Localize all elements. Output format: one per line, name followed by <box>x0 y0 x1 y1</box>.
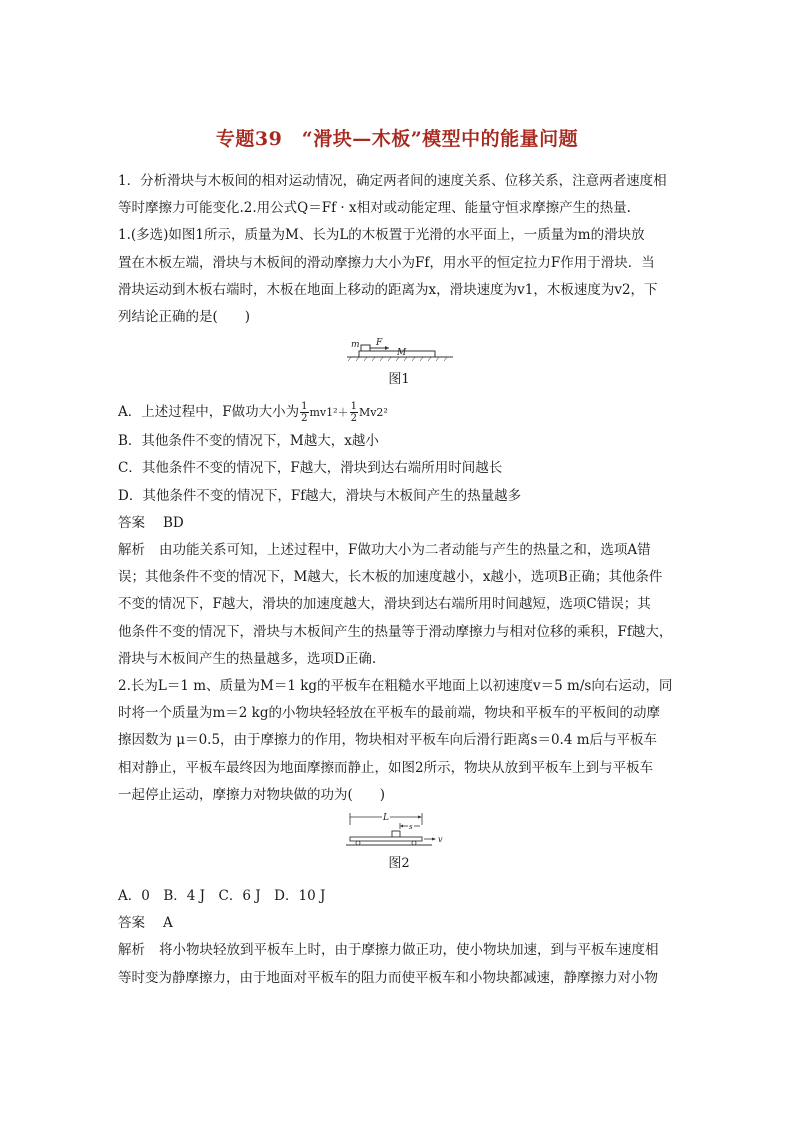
q2-answer-label: 答案 <box>118 915 145 932</box>
label-s: s <box>409 823 413 832</box>
q1-line-2: 置在木板左端，滑块与木板间的滑动摩擦力大小为Ff，用水平的恒定拉力F作用于滑块．当 <box>118 254 655 271</box>
q1-line-3: 滑块运动到木板右端时，木板在地面上移动的距离为x，滑块速度为v1，木板速度为v2，下 <box>118 281 658 298</box>
q1-analysis-line-3: 不变的情况下，F越大，滑块的加速度越大，滑块到达右端所用时间越短，选项C错误；其 <box>118 596 651 613</box>
q1-option-b: B．其他条件不变的情况下，M越大，x越小 <box>118 433 379 450</box>
q1-option-a <box>118 397 680 428</box>
q2-analysis-line-1: 解析 将小物块轻放到平板车上时，由于摩擦力做正功，使小物块加速，到与平板车速度相 <box>118 937 680 964</box>
question-2-stem <box>118 673 680 809</box>
slider-m <box>361 345 370 351</box>
label-M: M <box>397 348 407 359</box>
q1-line-1: 1.(多选)如图1所示，质量为M、长为L的木板置于光滑的水平面上，一质量为m的滑块放 <box>118 227 645 244</box>
q1-analysis-line-5: 滑块与木板间产生的热量越多，选项D正确. <box>118 650 377 667</box>
figure-2-caption: 图2 <box>388 856 410 872</box>
q1-analysis-line-1: 解析 由功能关系可知，上述过程中，F做功大小为二者动能与产生的热量之和，选项A错 <box>118 537 680 564</box>
q2-line-5: 一起停止运动，摩擦力对物块做的功为( ) <box>118 786 386 803</box>
cart-board <box>350 837 422 841</box>
q2-line-3: 擦因数为 μ＝0.5，由于摩擦力的作用，物块相对平板车向后滑行距离s＝0.4 m后与平板车 <box>118 732 658 749</box>
q2-options: A．0 B．4 J C．6 J D．10 J <box>118 888 326 905</box>
page-title: 专题39 “滑块—木板”模型中的能量问题 <box>215 128 579 150</box>
q2-line-4: 相对静止，平板车最终因为地面摩擦而静止，如图2所示，物块从放到平板车上到与平板车 <box>118 759 654 776</box>
intro-paragraph <box>118 168 680 222</box>
q1-answer-label: 答案 <box>118 514 145 531</box>
label-L: L <box>383 813 389 824</box>
q2-analysis <box>118 937 680 991</box>
label-v: v <box>438 835 443 845</box>
figure-2 <box>118 811 680 849</box>
q1-option-a-prefix: A．上述过程中，F做功大小为 <box>118 404 300 421</box>
q1-analysis-line-2: 误；其他条件不变的情况下，M越大，长木板的加速度越小，x越小，选项B正确；其他条件 <box>118 569 663 586</box>
q1-option-a-term1: mv1²＋ <box>309 406 349 420</box>
q2-analysis-label: 解析 <box>118 942 145 959</box>
question-1-options <box>118 397 680 510</box>
q2-answer-value: A <box>163 915 173 932</box>
q1-analysis-line-4: 他条件不变的情况下，滑块与木板间产生的热量等于滑动摩擦力与相对位移的乘积，Ff越大， <box>118 623 673 640</box>
q2-line-2: 时将一个质量为m＝2 kg的小物块轻轻放在平板车的最前端，物块和平板车的平板间的动摩 <box>118 705 661 722</box>
q2-line-1: 2.长为L＝1 m、质量为M＝1 kg的平板车在粗糙水平地面上以初速度v＝5 m/s向右运动，同 <box>118 678 673 695</box>
figure-1-diagram <box>339 335 459 365</box>
figure-2-diagram <box>344 811 454 849</box>
force-arrowhead <box>385 346 389 350</box>
label-m: m <box>351 340 360 351</box>
q1-option-c: C．其他条件不变的情况下，F越大，滑块到达右端所用时间越长 <box>118 460 503 477</box>
label-F: F <box>376 338 383 349</box>
wheel-right <box>412 841 416 845</box>
figure-1 <box>118 335 680 365</box>
L-arrowhead <box>418 816 422 819</box>
block-m <box>392 831 400 837</box>
q1-answer-value: BD <box>163 514 184 531</box>
fraction-half-2: $\frac{1}{2}$ <box>350 401 357 425</box>
q1-option-a-term2: Mv2² <box>358 406 388 420</box>
question-1-stem <box>118 222 680 331</box>
q1-analysis-label: 解析 <box>118 542 145 559</box>
q1-line-4: 列结论正确的是( ) <box>118 309 251 326</box>
q2-analysis-line-2: 等时变为静摩擦力，由于地面对平板车的阻力而使平板车和小物块都减速，静摩擦力对小物 <box>118 969 658 986</box>
q1-answer <box>118 510 680 537</box>
q2-answer <box>118 910 680 937</box>
s-arrowhead <box>400 825 403 828</box>
intro-line-1: 1．分析滑块与木板间的相对运动情况，确定两者间的速度关系、位移关系，注意两者速度相 <box>118 173 667 189</box>
q1-analysis <box>118 537 680 673</box>
q1-option-d: D．其他条件不变的情况下，Ff越大，滑块与木板间产生的热量越多 <box>118 487 522 504</box>
intro-line-2: 等时摩擦力可能变化.2.用公式Q＝Ff · x相对或动能定理、能量守恒求摩擦产生的热量. <box>118 200 631 217</box>
figure-1-caption: 图1 <box>388 372 410 388</box>
document-body <box>118 168 680 992</box>
fraction-half-1: $\frac{1}{2}$ <box>301 401 308 425</box>
velocity-arrowhead <box>432 838 436 841</box>
wheel-left <box>356 841 360 845</box>
